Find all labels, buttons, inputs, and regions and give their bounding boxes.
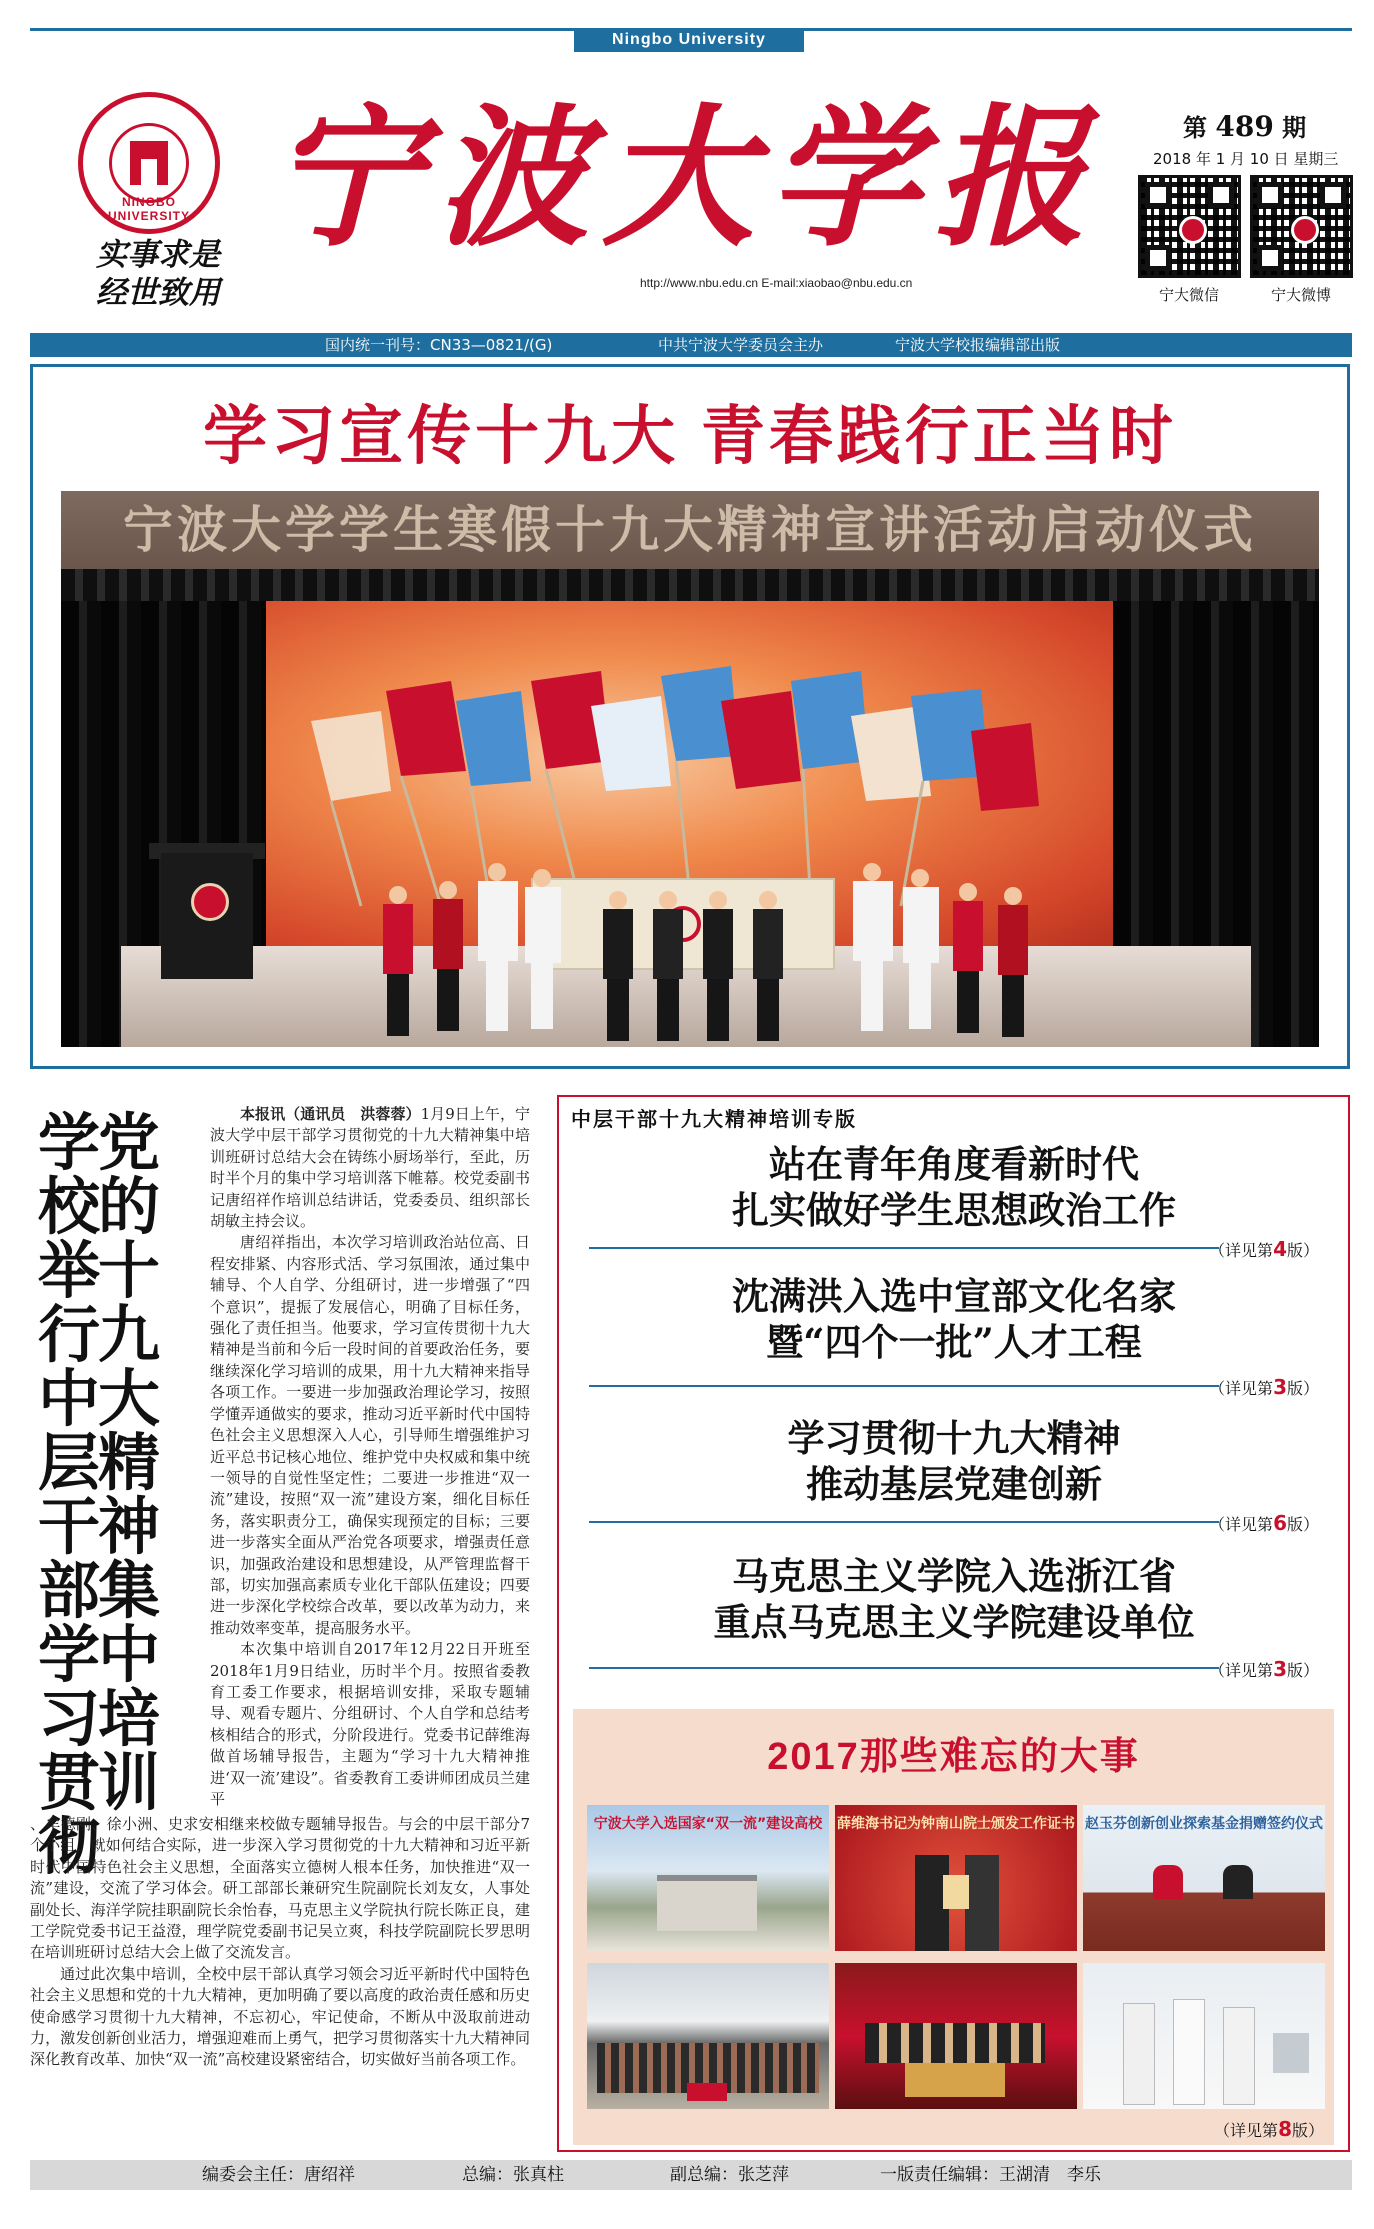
footer-deputy-editor: 副总编：张芝萍 (670, 2165, 789, 2185)
stage-valance (61, 569, 1319, 601)
story-line-1: 沈满洪入选中宣部文化名家 (732, 1274, 1176, 1318)
issue-number (1183, 108, 1353, 143)
story-line-2: 扎实做好学生思想政治工作 (732, 1188, 1176, 1232)
person-student (701, 891, 735, 1036)
side-story-1[interactable] (589, 1141, 1319, 1261)
publisher: 宁波大学校报编辑部出版 (895, 336, 1061, 354)
vertical-headline-right: 党的十九大精神集中培训 (97, 1109, 160, 1818)
footer-credits (30, 2160, 1352, 2190)
person-guard (476, 863, 520, 1033)
person-guard (523, 869, 563, 1029)
issue-num: 489 (1215, 110, 1274, 143)
newspaper-title: 宁波大学报 (270, 88, 1100, 267)
event-photo-group[interactable] (587, 1963, 829, 2109)
story-line-1: 马克思主义学院入选浙江省 (732, 1554, 1176, 1598)
weibo-qr-label: 宁大微博 (1270, 286, 1331, 304)
masthead-ribbon: Ningbo University (574, 28, 804, 52)
issue-suffix: 期 (1282, 113, 1307, 142)
podium-emblem-icon (191, 883, 229, 921)
sponsor: 中共宁波大学委员会主办 (658, 336, 824, 354)
event-photo-caption: 薛维海书记为钟南山院士颁发工作证书 (837, 1816, 1075, 1832)
event-photo-caption: 宁波大学入选国家“双一流”建设高校 (593, 1816, 823, 1832)
events-title: 2017那些难忘的大事 (767, 1736, 1140, 1778)
story-line-1: 学习贯彻十九大精神 (787, 1416, 1121, 1460)
story-page-ref: （详见第6版） (1209, 1511, 1319, 1535)
person-guard (851, 863, 895, 1033)
wechat-qr-label: 宁大微信 (1158, 286, 1219, 304)
events-panel (573, 1709, 1334, 2145)
event-photo-stage[interactable] (835, 1963, 1077, 2109)
side-story-2[interactable] (589, 1273, 1319, 1399)
special-edition-box (557, 1095, 1350, 2152)
person-volunteer (381, 886, 415, 1036)
university-seal-logo (78, 92, 220, 234)
issue-prefix: 第 (1183, 113, 1207, 142)
event-photo-campus[interactable] (587, 1805, 829, 1951)
story-rule (589, 1247, 1219, 1249)
event-photo-signing[interactable] (1083, 1805, 1325, 1951)
side-story-3[interactable] (589, 1415, 1319, 1533)
hero-photo (61, 491, 1319, 1047)
story-page-ref: （详见第3版） (1209, 1375, 1319, 1399)
hero-section (30, 364, 1350, 1069)
story-rule (589, 1667, 1219, 1669)
motto-line-1: 实事求是 (96, 237, 220, 273)
side-story-4[interactable] (589, 1553, 1319, 1683)
hero-headline: 学习宣传十九大 青春践行正当时 (203, 400, 1177, 472)
person-volunteer (431, 881, 465, 1031)
events-page-ref: （详见第8版） (1214, 2117, 1324, 2141)
story-page-ref: （详见第3版） (1209, 1657, 1319, 1681)
story-line-2: 重点马克思主义学院建设单位 (713, 1600, 1195, 1644)
story-line-2: 推动基层党建创新 (806, 1462, 1102, 1506)
event-photo-caption: 赵玉芬创新创业探索基金捐赠签约仪式 (1085, 1816, 1323, 1832)
flags-illustration (291, 661, 1091, 911)
vertical-headline-left: 学校举行中层干部学习贯彻 (37, 1109, 100, 1882)
person-volunteer (951, 883, 985, 1033)
photo-stage-banner: 宁波大学学生寒假十九大精神宣讲活动启动仪式 (61, 491, 1319, 569)
seal-gate-door (141, 159, 157, 185)
article-paragraph-3-start: 本次集中培训自2017年12月22日开班至2018年1月9日结业，历时半个月。按照省委教育工委工作要求，根据培训安排，采取专题辅导、观看专题片、分组研讨、个人自学和总结考核相结合的形式，分阶段进行。党委书记薛维海做首场辅导报告，主题为“学习十九大精神推进‘双一流’建设”。省委教育工委讲师团成员兰建平 (210, 1640, 530, 1808)
article-paragraph-1: 1月9日上午，宁波大学中层干部学习贯彻党的十九大精神集中培训班研讨总结大会在铸练小厨场举行，至此，历时半个月的集中学习培训落下帷幕。校党委副书记唐绍祥作培训总结讲话，党委委员、组织部长胡敏主持会议。 (210, 1105, 530, 1231)
special-edition-label: 中层干部十九大精神培训专版 (571, 1107, 857, 1131)
motto-line-2: 经世致用 (96, 275, 220, 311)
publication-info-bar (30, 333, 1352, 357)
event-photo-ceremony[interactable] (835, 1805, 1077, 1951)
serial-number: 国内统一刊号：CN33—0821/(G) (325, 336, 553, 354)
story-line-2: 暨“四个一批”人才工程 (766, 1320, 1142, 1364)
person-student (651, 891, 685, 1036)
story-rule (589, 1521, 1219, 1523)
wechat-qr-code (1138, 175, 1241, 278)
story-line-1: 站在青年角度看新时代 (769, 1142, 1139, 1186)
person-student (751, 891, 785, 1036)
footer-editor-chief: 编委会主任：唐绍祥 (202, 2165, 355, 2185)
masthead-urls: http://www.nbu.edu.cn E-mail:xiaobao@nbu.edu.cn (640, 276, 913, 290)
footer-page-editors: 一版责任编辑：王湖清 李乐 (880, 2165, 1101, 2185)
issue-date: 2018 年 1 月 10 日 星期三 (1153, 150, 1339, 168)
story-rule (589, 1385, 1219, 1387)
person-student (601, 891, 635, 1036)
person-guard (901, 869, 941, 1029)
article-lead: 本报讯（通讯员 洪蓉蓉） (240, 1105, 421, 1123)
person-volunteer (996, 887, 1030, 1037)
lead-article-column (210, 1104, 530, 1810)
weibo-qr-code (1250, 175, 1353, 278)
university-motto (78, 236, 238, 312)
lead-article-continued (30, 1814, 530, 2071)
article-paragraph-3: 、牟德刚、徐小洲、史求安相继来校做专题辅导报告。与会的中层干部分7个小组，就如何结合实际，进一步深入学习贯彻党的十九大精神和习近平新时代中国特色社会主义思想，全面落实立德树人根本任务，加快推进“双一流”建设，交流了学习体会。研工部部长兼研究生院副院长刘友女，人事处副处长、海洋学院挂职副院长余怡春，马克思主义学院执行院长陈正良，建工学院党委书记王益澄，理学院党委副书记吴立爽，科技学院副院长罗思明在培训班研讨总结大会上做了交流发言。 (30, 1815, 530, 1962)
article-paragraph-2: 唐绍祥指出，本次学习培训政治站位高、日程安排紧、内容形式活、学习氛围浓，通过集中辅导、个人自学、分组研讨，进一步增强了“四个意识”，提振了发展信心，明确了目标任务，强化了责任担当。他要求，学习宣传贯彻十九大精神是当前和今后一段时间的首要政治任务，要继续深化学习培训的成果，用十九大精神来指导各项工作。一要进一步加强政治理论学习，按照学懂弄通做实的要求，推动习近平新时代中国特色社会主义思想深入人心，引导师生增强维护习近平总书记核心地位、维护党中央权威和集中统一领导的自觉性坚定性；二要进一步推进“双一流”建设，按照“双一流”建设方案，细化目标任务，落实职责分工，确保实现预定的目标；三要进一步落实全面从严治党各项要求，增强责任意识，加强政治建设和思想建设，从严管理监督干部，切实加强高素质专业化干部队伍建设；四要进一步深化学校综合改革，要以改革为动力，来推动效率变革，提高服务水平。 (210, 1233, 530, 1637)
footer-editor: 总编：张真柱 (462, 2165, 564, 2185)
seal-text: NINGBO UNIVERSITY (107, 195, 190, 223)
article-paragraph-4: 通过此次集中培训，全校中层干部认真学习领会习近平新时代中国特色社会主义思想和党的十九大精神，更加明确了要以高度的政治责任感和历史使命感学习贯彻十九大精神，不忘初心，牢记使命，不断从中汲取前进动力，激发创新创业活力，增强迎难而上勇气，把学习贯彻落实十九大精神同深化教育改革、加快“双一流”高校建设紧密结合，切实做好当前各项工作。 (30, 1964, 530, 2069)
event-photo-laboratory[interactable] (1083, 1963, 1325, 2109)
story-page-ref: （详见第4版） (1209, 1237, 1319, 1261)
